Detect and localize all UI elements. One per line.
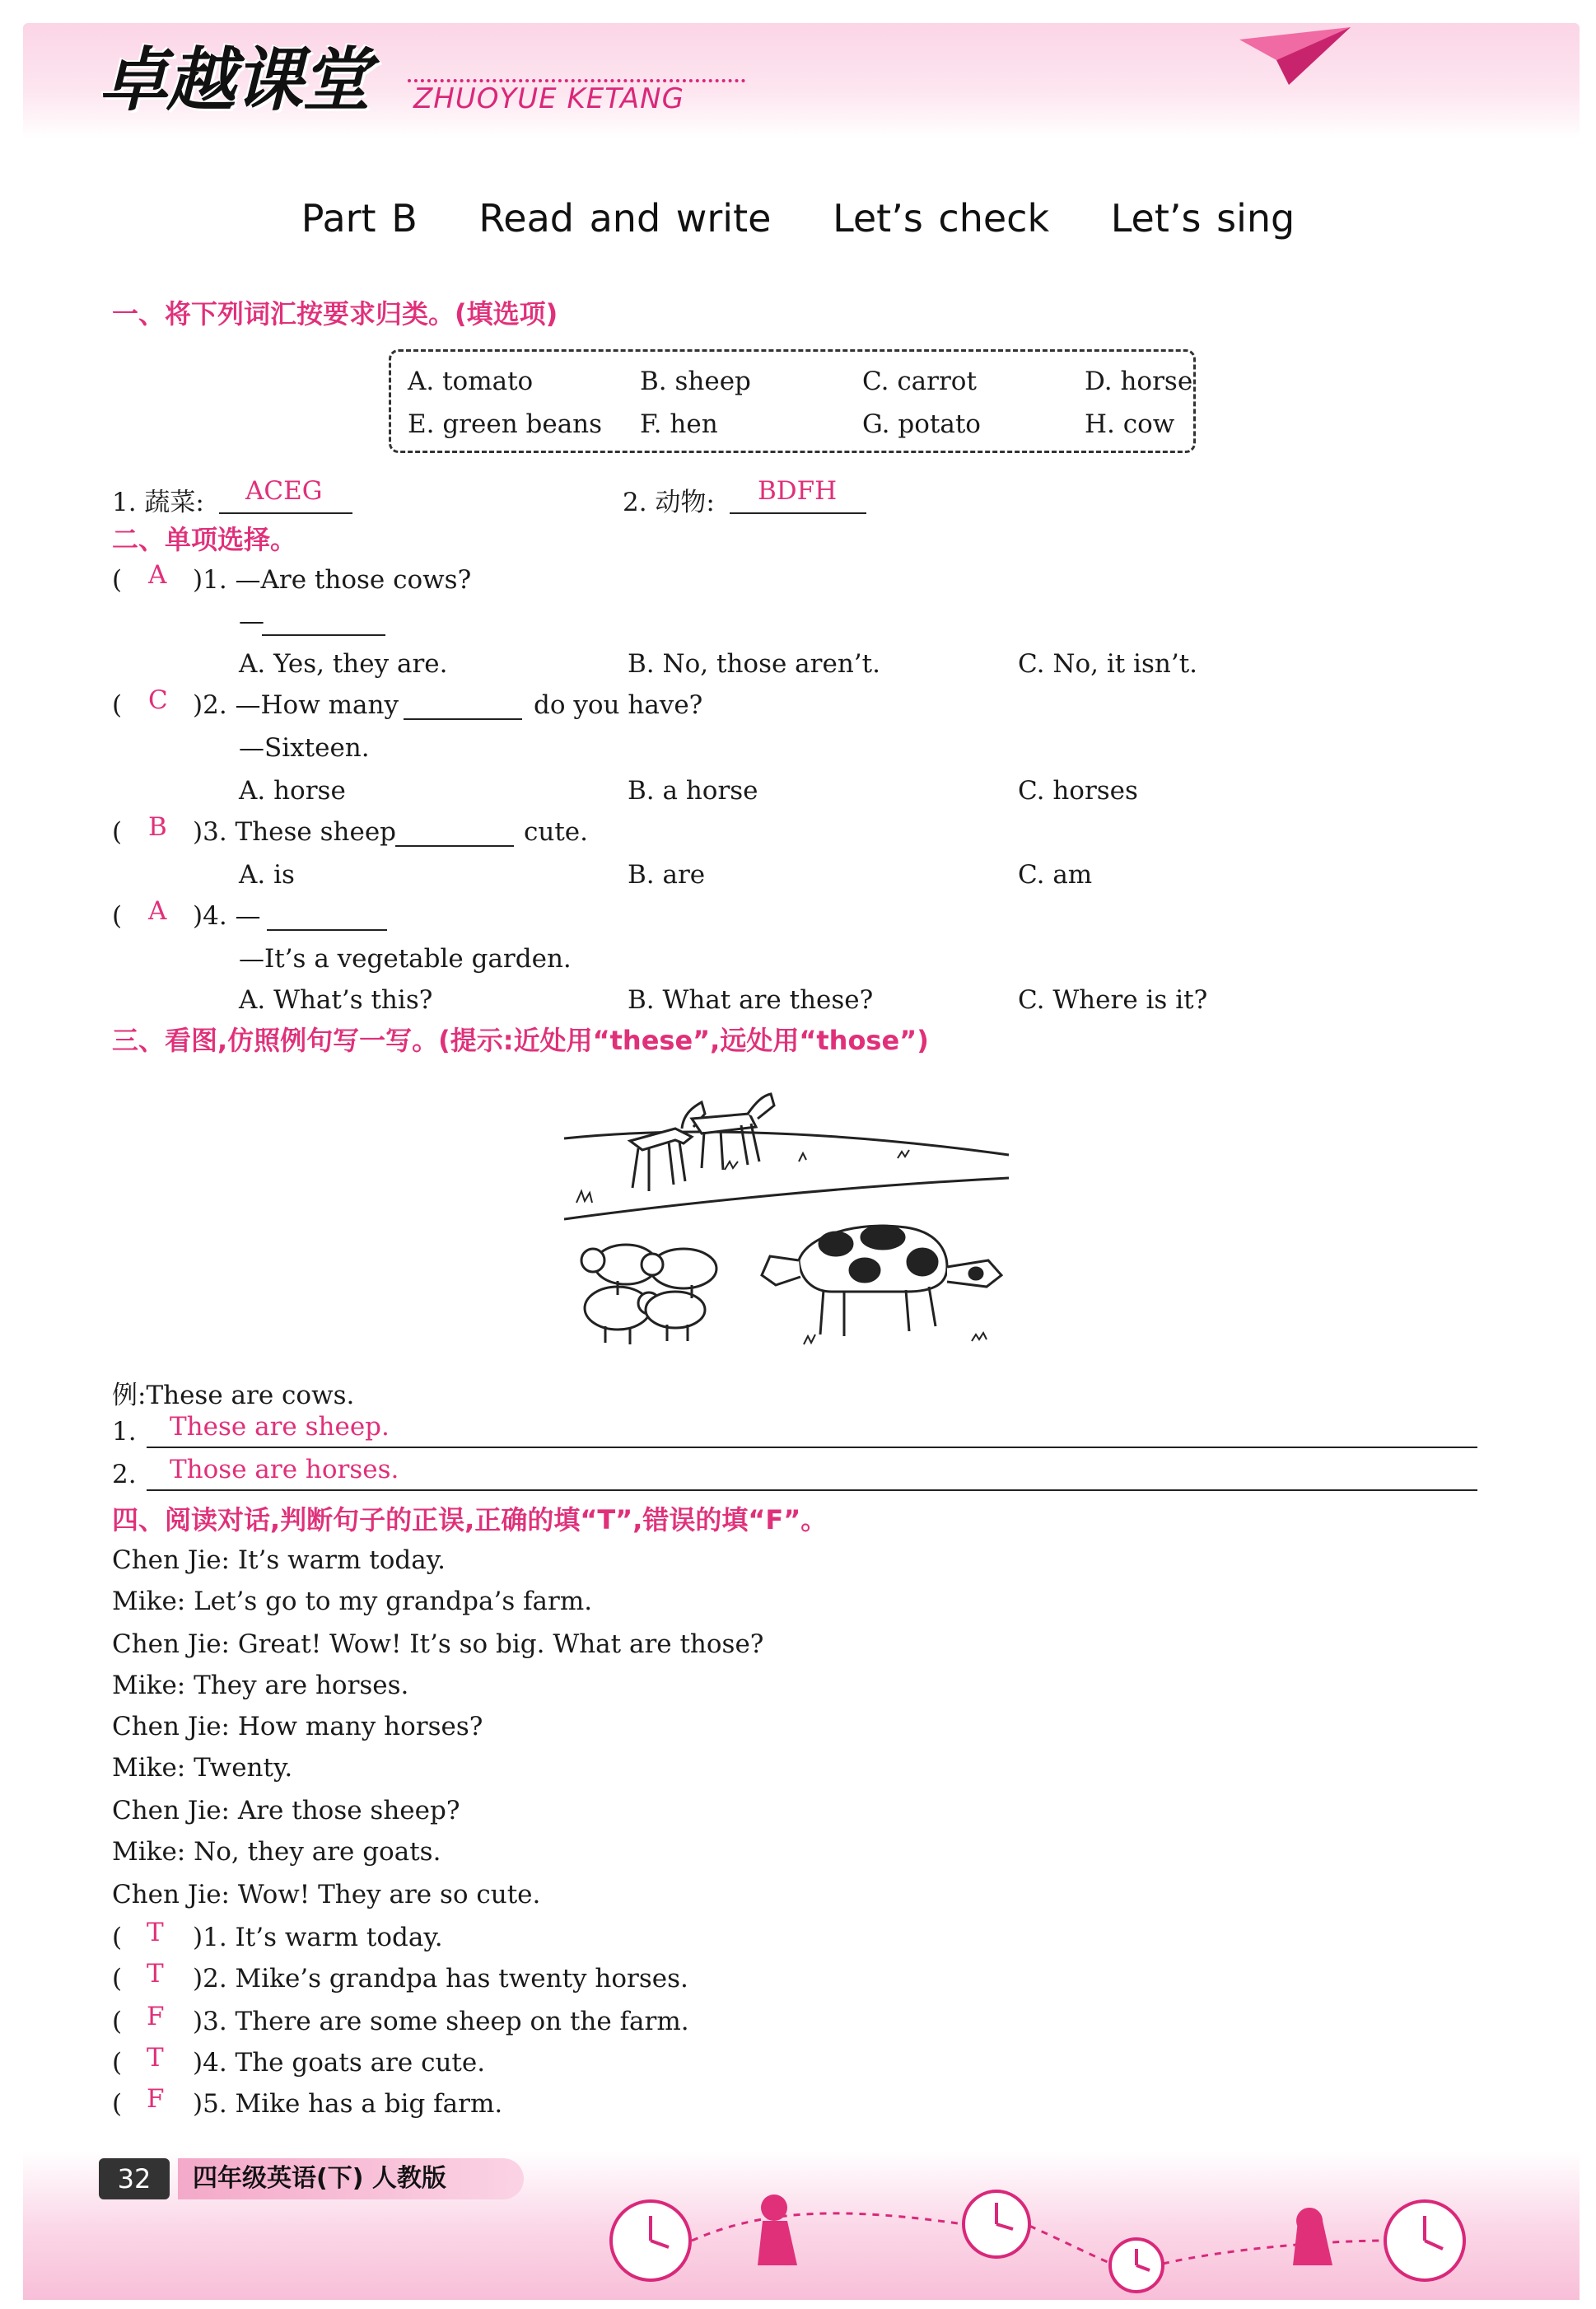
word-option: A. tomato <box>408 367 534 396</box>
paren-open: ( <box>112 817 123 847</box>
dialogue-line: Chen Jie: How many horses? <box>112 1712 483 1741</box>
q3-stem: )3. These sheep <box>193 817 397 847</box>
dialogue-line: Chen Jie: Wow! They are so cute. <box>112 1880 541 1909</box>
section3-heading: 三、看图,仿照例句写一写。(提示:近处用“these”,远处用“those”) <box>112 1025 929 1056</box>
q4-option-c: C. Where is it? <box>1018 985 1208 1015</box>
dialogue-line: Chen Jie: Are those sheep? <box>112 1796 460 1825</box>
vegetable-label: 1. 蔬菜: <box>112 488 204 517</box>
q2-option-a: A. horse <box>239 776 346 806</box>
brand-title: 卓越课堂 <box>99 40 370 120</box>
s3-item1-answer: These are sheep. <box>170 1412 390 1442</box>
paren-open: ( <box>112 690 123 720</box>
q1-option-c: C. No, it isn’t. <box>1018 649 1197 679</box>
q4-line2: —It’s a vegetable garden. <box>239 944 572 974</box>
q4-stem: )4. — <box>193 901 261 931</box>
word-option: G. potato <box>862 409 981 439</box>
word-option: D. horse <box>1085 367 1193 396</box>
q3-option-c: C. am <box>1018 860 1093 890</box>
q3-option-b: B. are <box>628 860 706 890</box>
judgment-1-text: )1. It’s warm today. <box>193 1923 443 1952</box>
word-option: B. sheep <box>640 367 751 396</box>
word-option: H. cow <box>1085 409 1175 439</box>
q2-option-c: C. horses <box>1018 776 1138 806</box>
dialogue-line: Mike: They are horses. <box>112 1671 409 1700</box>
paren-open: ( <box>112 2048 123 2078</box>
judgment-5-answer: F <box>147 2084 165 2114</box>
paren-open: ( <box>112 1964 123 1993</box>
dialogue-line: Mike: Let’s go to my grandpa’s farm. <box>112 1587 593 1616</box>
word-option: E. green beans <box>408 409 603 439</box>
q3-blank <box>395 845 514 847</box>
s3-item1-line <box>147 1447 1477 1448</box>
judgment-2-text: )2. Mike’s grandpa has twenty horses. <box>193 1964 688 1993</box>
word-option: F. hen <box>640 409 718 439</box>
q2-stem-tail: do you have? <box>534 690 703 720</box>
paper-plane-icon <box>1239 23 1355 89</box>
q4-option-a: A. What’s this? <box>239 985 433 1015</box>
s3-item1-num: 1. <box>112 1417 137 1447</box>
paren-open: ( <box>112 901 123 931</box>
q2-blank <box>404 718 522 720</box>
q1-option-a: A. Yes, they are. <box>239 649 448 679</box>
book-label: 四年级英语(下) 人教版 <box>178 2158 524 2199</box>
paren-open: ( <box>112 1923 123 1952</box>
part-title-lets-check: Let’s check <box>833 196 1050 241</box>
word-option: C. carrot <box>862 367 977 396</box>
judgment-3-answer: F <box>147 2002 165 2031</box>
part-title <box>0 196 1596 241</box>
judgment-4-answer: T <box>147 2043 164 2073</box>
q3-stem-tail: cute. <box>524 817 588 847</box>
judgment-1-answer: T <box>147 1918 164 1947</box>
paren-open: ( <box>112 2007 123 2036</box>
q2-stem: )2. —How many <box>193 690 399 720</box>
judgment-2-answer: T <box>147 1959 164 1989</box>
dialogue-line: Mike: No, they are goats. <box>112 1837 441 1867</box>
section2-heading: 二、单项选择。 <box>112 524 297 555</box>
judgment-3-text: )3. There are some sheep on the farm. <box>193 2007 689 2036</box>
q2-line2: —Sixteen. <box>239 733 370 763</box>
brand-subtitle: ZHUOYUE KETANG <box>413 82 684 115</box>
vegetable-answer-line <box>219 512 352 514</box>
farm-illustration <box>560 1079 1021 1359</box>
q4-option-b: B. What are these? <box>628 985 874 1015</box>
part-title-read-write: Read and write <box>478 196 772 241</box>
q4-answer: A <box>148 896 167 926</box>
part-title-lets-sing: Let’s sing <box>1110 196 1295 241</box>
animal-answer: BDFH <box>758 476 838 506</box>
animal-answer-line <box>730 512 866 514</box>
q1-stem: )1. —Are those cows? <box>193 565 472 595</box>
section3-example: 例:These are cows. <box>112 1381 355 1410</box>
judgment-4-text: )4. The goats are cute. <box>193 2048 486 2078</box>
q1-answer: A <box>148 560 167 590</box>
paren-open: ( <box>112 565 123 595</box>
s3-item2-num: 2. <box>112 1460 137 1489</box>
s3-item2-line <box>147 1489 1477 1491</box>
word-box <box>389 349 1196 453</box>
q2-answer: C <box>148 685 168 715</box>
page-number: 32 <box>99 2158 170 2199</box>
q3-option-a: A. is <box>239 860 295 890</box>
part-label: Part B <box>301 196 418 241</box>
vegetable-answer: ACEG <box>245 476 323 506</box>
paren-open: ( <box>112 2089 123 2119</box>
q4-blank <box>267 929 387 931</box>
section4-heading: 四、阅读对话,判断句子的正误,正确的填“T”,错误的填“F”。 <box>112 1504 828 1535</box>
q3-answer: B <box>148 812 167 842</box>
footer-clocks-icon <box>601 2175 1573 2298</box>
q1-blank <box>262 634 385 636</box>
judgment-5-text: )5. Mike has a big farm. <box>193 2089 503 2119</box>
dialogue-line: Chen Jie: Great! Wow! It’s so big. What are those? <box>112 1629 764 1659</box>
q1-option-b: B. No, those aren’t. <box>628 649 880 679</box>
dialogue-line: Mike: Twenty. <box>112 1753 293 1783</box>
q1-line2: — <box>239 606 264 636</box>
animal-label: 2. 动物: <box>623 488 715 517</box>
dialogue-line: Chen Jie: It’s warm today. <box>112 1545 446 1575</box>
s3-item2-answer: Those are horses. <box>170 1455 399 1484</box>
section1-heading: 一、将下列词汇按要求归类。(填选项) <box>112 298 558 330</box>
q2-option-b: B. a horse <box>628 776 758 806</box>
